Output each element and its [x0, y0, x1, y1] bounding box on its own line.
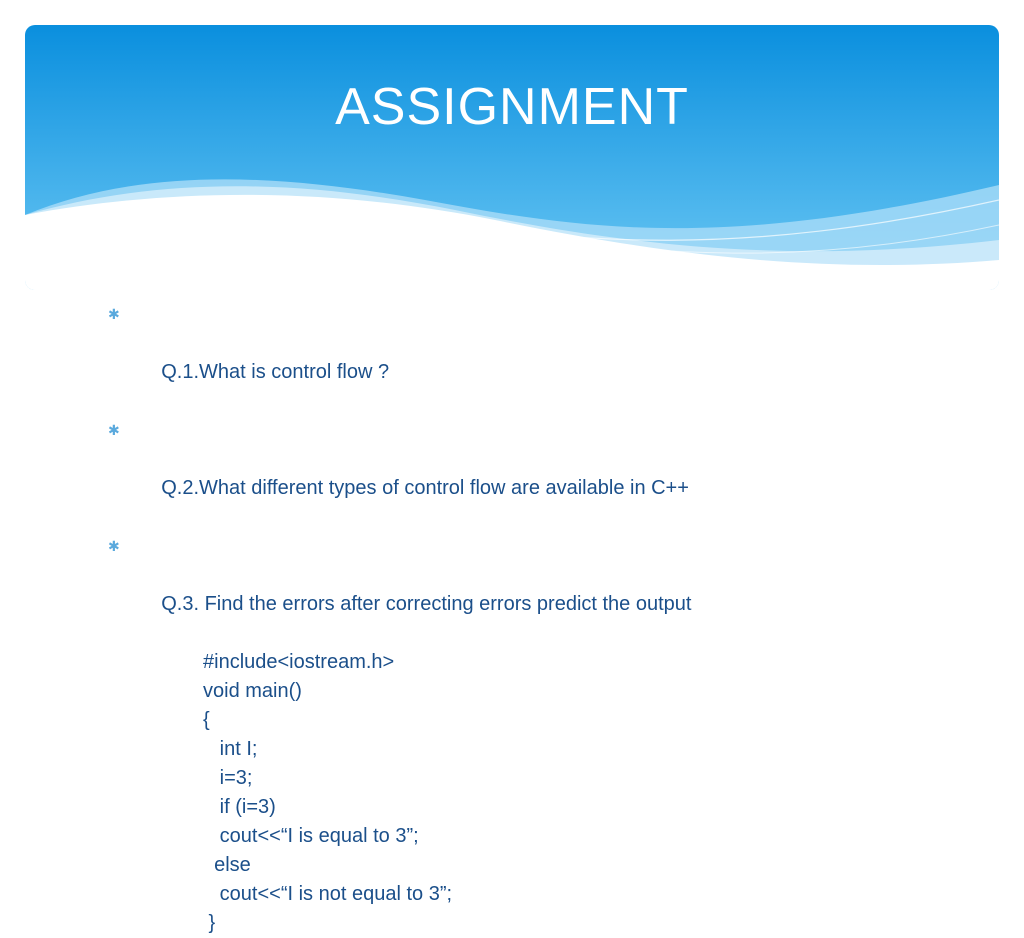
question-text: Q.2.What different types of control flow are available in C++	[161, 477, 689, 499]
question-text: Q.3. Find the errors after correcting errors predict the output	[161, 593, 692, 615]
asterisk-icon: ✱	[108, 538, 120, 554]
asterisk-icon: ✱	[108, 306, 120, 322]
code-line: if (i=3)	[203, 796, 276, 818]
question-item	[108, 532, 691, 648]
question-item	[108, 416, 691, 532]
question-item	[108, 300, 691, 416]
code-block	[108, 648, 691, 938]
slide-body	[108, 300, 691, 938]
code-line: i=3;	[203, 767, 253, 789]
code-line: #include<iostream.h>	[203, 651, 395, 673]
code-line: else	[203, 854, 251, 876]
code-line: }	[203, 912, 216, 934]
code-line: cout<<“I is equal to 3”;	[203, 825, 419, 847]
slide-title: ASSIGNMENT	[335, 78, 689, 136]
code-line: int I;	[203, 738, 258, 760]
question-text: Q.1.What is control flow ?	[161, 361, 390, 383]
code-line: void main()	[203, 680, 302, 702]
code-line: {	[203, 709, 210, 731]
wave-background	[25, 25, 999, 290]
title-banner	[25, 25, 999, 290]
code-line: cout<<“I is not equal to 3”;	[203, 883, 453, 905]
asterisk-icon: ✱	[108, 422, 120, 438]
